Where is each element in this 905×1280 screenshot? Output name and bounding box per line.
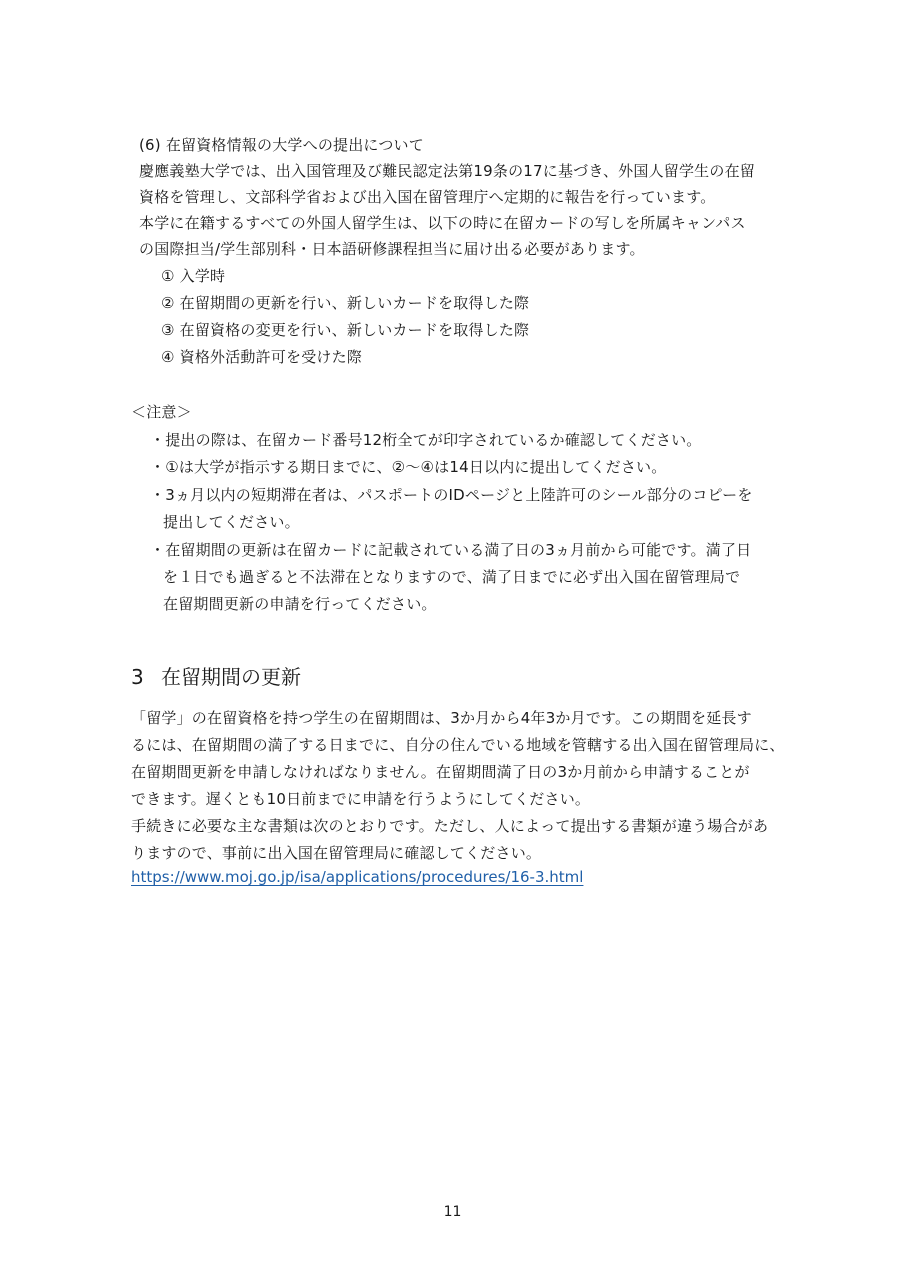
list-item: ④ 資格外活動許可を受けた際 [161, 348, 363, 366]
section-6-title: (6) 在留資格情報の大学への提出について [139, 136, 424, 154]
note-line: ・①は大学が指示する期日までに、②〜④は14日以内に提出してください。 [150, 458, 667, 476]
note-line: ・在留期間の更新は在留カードに記載されている満了日の3ヵ月前から可能です。満了日 [150, 541, 752, 559]
note-line: 提出してください。 [163, 513, 300, 531]
list-item: ① 入学時 [161, 267, 226, 285]
section-3-paragraph-line: 「留学」の在留資格を持つ学生の在留期間は、3か月から4年3か月です。この期間を延長す [131, 709, 752, 727]
section-6-paragraph-line: 本学に在籍するすべての外国人留学生は、以下の時に在留カードの写しを所属キャンパス [139, 214, 746, 232]
note-line: ・3ヵ月以内の短期滞在者は、パスポートのIDページと上陸許可のシール部分のコピーを [150, 486, 753, 504]
list-item: ③ 在留資格の変更を行い、新しいカードを取得した際 [161, 321, 530, 339]
note-line: を１日でも過ぎると不法滞在となりますので、満了日までに必ず出入国在留管理局で [163, 568, 741, 586]
section-6-paragraph-line: の国際担当/学生部別科・日本語研修課程担当に届け出る必要があります。 [139, 240, 645, 258]
section-3-paragraph-line: 在留期間更新を申請しなければなりません。在留期間満了日の3か月前から申請することが [131, 763, 750, 781]
note-line: ・提出の際は、在留カード番号12桁全てが印字されているか確認してください。 [150, 431, 702, 449]
section-3-paragraph-line: 手続きに必要な主な書類は次のとおりです。ただし、人によって提出する書類が違う場合があ [131, 817, 769, 835]
section-3-paragraph-line: りますので、事前に出入国在留管理局に確認してください。 [131, 844, 542, 862]
section-6-paragraph-line: 慶應義塾大学では、出入国管理及び難民認定法第19条の17に基づき、外国人留学生の在留 [139, 162, 755, 180]
notes-heading: ＜注意＞ [131, 403, 192, 421]
section-3-paragraph-line: るには、在留期間の満了する日までに、自分の住んでいる地域を管轄する出入国在留管理局に、 [131, 736, 785, 754]
section-6-paragraph-line: 資格を管理し、文部科学省および出入国在留管理庁へ定期的に報告を行っています。 [139, 188, 716, 206]
section-3-number: 3 [131, 665, 144, 689]
section-3-title: 在留期間の更新 [161, 665, 301, 689]
list-item: ② 在留期間の更新を行い、新しいカードを取得した際 [161, 294, 530, 312]
note-line: 在留期間更新の申請を行ってください。 [163, 595, 437, 613]
section-3-paragraph-line: できます。遅くとも10日前までに申請を行うようにしてください。 [131, 790, 591, 808]
page-number: 11 [443, 1204, 462, 1220]
procedures-link[interactable]: https://www.moj.go.jp/isa/applications/procedures/16-3.html [131, 868, 584, 886]
